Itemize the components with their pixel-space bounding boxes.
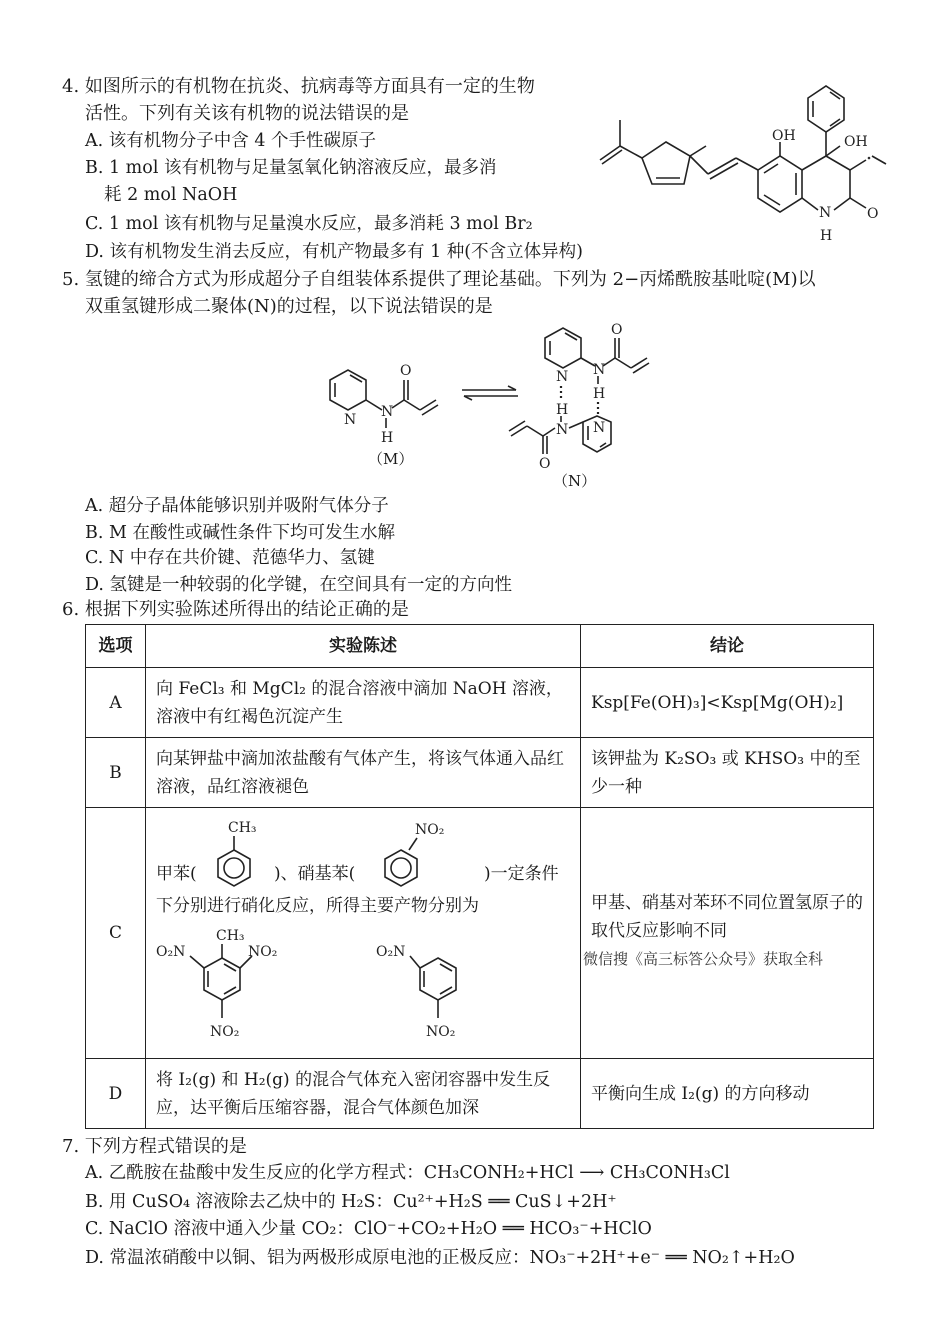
row-d-experiment: 将 I₂(g) 和 H₂(g) 的混合气体充入密闭容器中发生反应，达平衡后压缩容器，混合气体颜色加深 bbox=[146, 1059, 581, 1129]
m-dinitrobenzene-structure bbox=[376, 926, 496, 1056]
q5-label-n: （N） bbox=[553, 472, 597, 490]
q5-m-o: O bbox=[400, 363, 412, 379]
row-d-conclusion: 平衡向生成 I₂(g) 的方向移动 bbox=[581, 1059, 874, 1129]
q7-option-d: D. 常温浓硝酸中以铜、铝为两极形成原电池的正极反应：NO₃⁻+2H⁺+e⁻ ══ NO₂↑+H₂O bbox=[85, 1248, 795, 1268]
row-b-option: B bbox=[86, 738, 146, 808]
q5-n-bottom-ring-n: N bbox=[593, 420, 606, 436]
tnt-ch3-label: CH₃ bbox=[216, 928, 245, 944]
row-a-option: A bbox=[86, 668, 146, 738]
table-row bbox=[86, 808, 874, 1059]
q5-n-top-amide-n: N bbox=[593, 362, 606, 378]
q5-stem-line2: 双重氢键形成二聚体(N)的过程，以下说法错误的是 bbox=[85, 296, 493, 317]
q4-option-b-line2: 耗 2 mol NaOH bbox=[104, 185, 238, 205]
row-c-exp-part2: )、硝基苯( bbox=[274, 864, 356, 884]
q5-m-ring-n: N bbox=[344, 412, 357, 428]
q5-n-top-o: O bbox=[611, 322, 623, 338]
q5-n-bottom-amide-h: H bbox=[556, 402, 569, 418]
q4-molecule-structure bbox=[590, 80, 910, 250]
q5-n-top-amide-h: H bbox=[593, 386, 606, 402]
row-c-exp-line2: 下分别进行硝化反应，所得主要产物分别为 bbox=[156, 896, 479, 916]
q4-option-b-line1: B. 1 mol 该有机物与足量氢氧化钠溶液反应，最多消 bbox=[85, 158, 497, 178]
q5-n-bottom-amide-n: N bbox=[556, 422, 569, 438]
q5-m-amide-h: H bbox=[381, 430, 394, 446]
q5-option-c: C. N 中存在共价键、范德华力、氢键 bbox=[85, 548, 375, 568]
header-option: 选项 bbox=[86, 625, 146, 668]
q5-n-top-ring-n: N bbox=[556, 369, 569, 385]
q6-table bbox=[85, 624, 874, 1129]
q5-n-bottom-o: O bbox=[539, 456, 551, 472]
q7-stem: 7. 下列方程式错误的是 bbox=[62, 1136, 247, 1157]
table-row bbox=[86, 668, 874, 738]
q5-stem-line1: 5. 氢键的缔合方式为形成超分子自组装体系提供了理论基础。下列为 2−丙烯酰胺基吡啶(M)以 bbox=[62, 269, 816, 290]
tnt-o2n-label: O₂N bbox=[156, 944, 186, 960]
q5-m-amide-n: N bbox=[381, 404, 394, 420]
row-a-experiment: 向 FeCl₃ 和 MgCl₂ 的混合溶液中滴加 NaOH 溶液，溶液中有红褐色沉淀产生 bbox=[146, 668, 581, 738]
q4-option-c: C. 1 mol 该有机物与足量溴水反应，最多消耗 3 mol Br₂ bbox=[85, 214, 533, 234]
table-row bbox=[86, 1059, 874, 1129]
q7-option-b: B. 用 CuSO₄ 溶液除去乙炔中的 H₂S：Cu²⁺+H₂S ══ CuS↓+2H⁺ bbox=[85, 1192, 617, 1212]
row-b-experiment: 向某钾盐中滴加浓盐酸有气体产生，将该气体通入品红溶液，品红溶液褪色 bbox=[146, 738, 581, 808]
q5-molecule-n bbox=[505, 318, 665, 472]
row-c-conclusion bbox=[581, 808, 874, 1059]
row-b-conclusion: 该钾盐为 K₂SO₃ 或 KHSO₃ 中的至少一种 bbox=[581, 738, 874, 808]
toluene-structure bbox=[214, 818, 274, 898]
q4-stem-line2: 活性。下列有关该有机物的说法错误的是 bbox=[85, 103, 409, 124]
mdnb-no2-bottom-label: NO₂ bbox=[426, 1024, 456, 1040]
q4-stem-line1: 4. 如图所示的有机物在抗炎、抗病毒等方面具有一定的生物 bbox=[62, 76, 535, 97]
q5-option-a: A. 超分子晶体能够识别并吸附气体分子 bbox=[85, 496, 389, 516]
q4-carbonyl-o-label: O bbox=[867, 206, 879, 222]
q7-option-a: A. 乙酰胺在盐酸中发生反应的化学方程式：CH₃CONH₂+HCl ⟶ CH₃CONH₃Cl bbox=[85, 1163, 730, 1183]
q4-nh-n-label: N bbox=[819, 205, 832, 221]
table-row bbox=[86, 738, 874, 808]
q4-option-a: A. 该有机物分子中含 4 个手性碳原子 bbox=[85, 131, 377, 151]
row-c-conclusion-text: 甲基、硝基对苯环不同位置氢原子的取代反应影响不同 bbox=[591, 893, 863, 941]
q5-label-m: （M） bbox=[368, 450, 414, 468]
q4-oh-label-1: OH bbox=[772, 128, 796, 144]
nitrobenzene-no2-label: NO₂ bbox=[415, 822, 445, 838]
row-c-exp-part1: 甲苯( bbox=[156, 864, 197, 884]
tnt-no2-bottom-label: NO₂ bbox=[210, 1024, 240, 1040]
toluene-ch3-label: CH₃ bbox=[228, 820, 257, 836]
q5-option-b: B. M 在酸性或碱性条件下均可发生水解 bbox=[85, 523, 395, 543]
row-c-option: C bbox=[86, 808, 146, 1059]
q4-nh-h-label: H bbox=[820, 228, 833, 244]
nitrobenzene-structure bbox=[381, 820, 461, 900]
mdnb-o2n-label: O₂N bbox=[376, 944, 406, 960]
row-c-watermark: 微信搜《高三标答公众号》获取全科 bbox=[583, 950, 824, 968]
header-conclusion: 结论 bbox=[581, 625, 874, 668]
tnt-structure bbox=[156, 926, 306, 1056]
q6-stem: 6. 根据下列实验陈述所得出的结论正确的是 bbox=[62, 599, 409, 620]
header-experiment: 实验陈述 bbox=[146, 625, 581, 668]
q4-oh-label-2: OH bbox=[844, 134, 868, 150]
row-c-experiment bbox=[146, 808, 581, 1059]
q4-option-d: D. 该有机物发生消去反应，有机产物最多有 1 种(不含立体异构) bbox=[85, 242, 583, 262]
table-header-row bbox=[86, 625, 874, 668]
row-d-option: D bbox=[86, 1059, 146, 1129]
row-c-exp-part3: )一定条件 bbox=[484, 864, 559, 884]
row-a-conclusion: Ksp[Fe(OH)₃]<Ksp[Mg(OH)₂] bbox=[581, 668, 874, 738]
q5-option-d: D. 氢键是一种较弱的化学键，在空间具有一定的方向性 bbox=[85, 575, 513, 595]
tnt-no2-right-label: NO₂ bbox=[248, 944, 278, 960]
q7-option-c: C. NaClO 溶液中通入少量 CO₂：ClO⁻+CO₂+H₂O ══ HCO₃⁻+HClO bbox=[85, 1219, 652, 1239]
